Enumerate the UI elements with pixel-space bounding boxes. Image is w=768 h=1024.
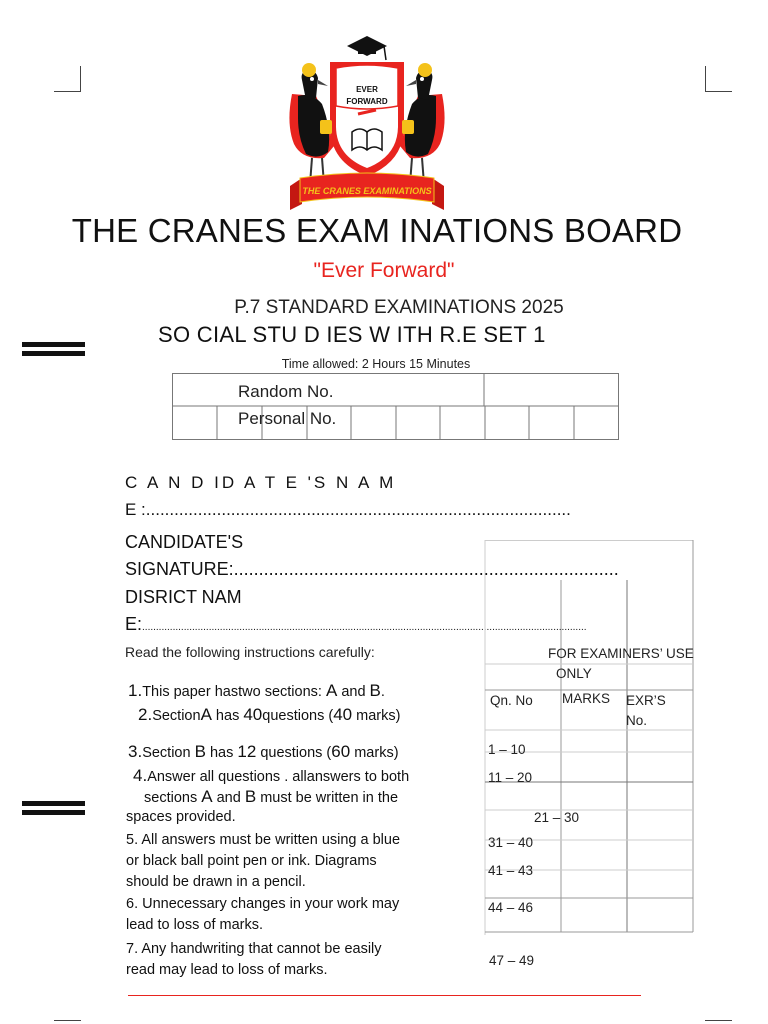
instructions-heading: Read the following instructions carefully: — [125, 644, 375, 660]
footer-rule — [128, 995, 641, 996]
instruction-4-line-3: spaces provided. — [126, 809, 236, 825]
row-qn-range: 11 – 20 — [488, 770, 533, 785]
candidate-number-grid — [172, 373, 619, 440]
random-number-label: Random No. — [238, 382, 334, 401]
motto: "Ever Forward" — [313, 259, 455, 282]
column-header-qn-no: Qn. No — [490, 693, 533, 708]
row-qn-range: 1 – 10 — [488, 742, 526, 757]
instruction-6-line-2: lead to loss of marks. — [126, 917, 263, 933]
instruction-7-line-1: 7. Any handwriting that cannot be easily — [126, 941, 382, 957]
crest-ribbon-text: THE CRANES EXAMINATIONS — [302, 186, 432, 196]
row-qn-range: 44 – 46 — [488, 900, 534, 915]
candidate-name-label: C A N D ID A T E 'S N A M — [125, 473, 397, 492]
district-name-label: DISRICT NAM — [125, 587, 242, 607]
personal-number-label: Personal No. — [238, 409, 337, 428]
crop-mark-top-left — [54, 66, 81, 92]
instruction-5-line-2: or black ball point pen or ink. Diagrams — [126, 853, 377, 869]
instruction-6-line-1: 6. Unnecessary changes in your work may — [126, 896, 400, 912]
instruction-3: 3.Section B has 12 questions (60 marks) — [128, 742, 399, 761]
instruction-4-line-1: 4.Answer all questions . allanswers to both — [133, 766, 410, 785]
row-qn-range: 47 – 49 — [489, 953, 535, 968]
time-allowed: Time allowed: 2 Hours 15 Minutes — [281, 357, 471, 371]
examiners-use-table — [484, 540, 694, 968]
instruction-7-line-2: read may lead to loss of marks. — [126, 962, 328, 978]
row-qn-range: 41 – 43 — [488, 863, 534, 878]
margin-bar-marker-bottom — [22, 801, 85, 819]
candidate-signature-field: SIGNATURE:............................................................................. — [125, 559, 619, 579]
crop-mark-bottom-right — [705, 1020, 732, 1024]
crest-motto-forward: FORWARD — [346, 97, 388, 106]
crop-mark-bottom-left — [54, 1020, 81, 1024]
instruction-5-line-1: 5. All answers must be written using a blue — [126, 832, 401, 848]
examiners-heading-line-2: ONLY — [556, 666, 592, 681]
instruction-1: 1.This paper hastwo sections: A and B. — [128, 681, 385, 700]
column-header-marks: MARKS — [562, 691, 611, 706]
crest-motto-ever: EVER — [356, 85, 378, 94]
candidate-name-field: E :.......................................................................................... — [125, 500, 571, 519]
district-name-dots: ................................................................................................................................................................ — [142, 622, 587, 633]
instruction-5-line-3: should be drawn in a pencil. — [126, 874, 306, 890]
row-qn-range: 31 – 40 — [488, 835, 534, 850]
district-name-prefix: E: — [125, 614, 143, 634]
candidate-signature-label: CANDIDATE'S — [125, 532, 244, 552]
column-header-exr-line-2: No. — [626, 713, 648, 728]
page-title: THE CRANES EXAM INATIONS BOARD — [71, 212, 683, 249]
cranes-crest-logo — [272, 34, 462, 212]
instruction-2: 2.SectionA has 40questions (40 marks) — [138, 705, 401, 724]
exam-line: P.7 STANDARD EXAMINATIONS 2025 — [234, 297, 564, 318]
row-qn-range: 21 – 30 — [534, 810, 580, 825]
instruction-4-line-2: sections A and B must be written in the — [144, 787, 399, 806]
examiners-heading-line-1: FOR EXAMINERS’ USE — [548, 646, 694, 661]
column-header-exr-line-1: EXR’S — [626, 693, 666, 708]
crop-mark-top-right — [705, 66, 732, 92]
subject-title: SO CIAL STU D IES W ITH R.E SET 1 — [158, 322, 546, 347]
